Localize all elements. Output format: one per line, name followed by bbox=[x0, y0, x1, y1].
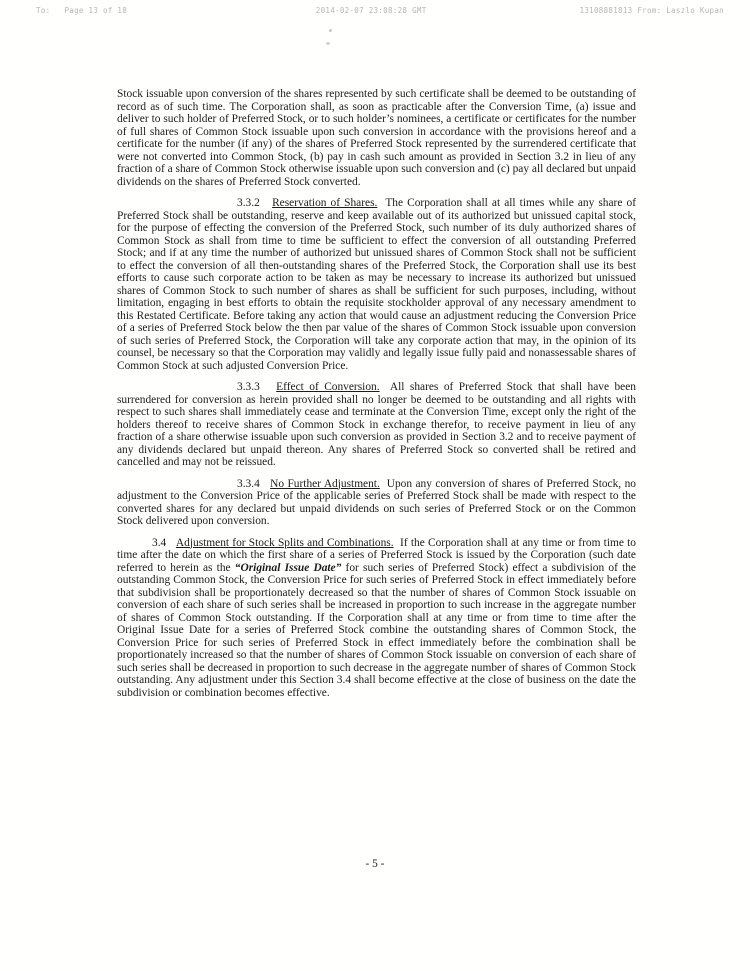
fax-sender-info: 13108881813 From: Laszlo Kupan bbox=[579, 6, 724, 15]
section-text: Upon any conversion of shares of Preferred Stock, no adjustment to the Conversion Price of the applicable series of Preferred Stock shall be made with respect to the converted shares for any declared but unpaid dividends on such series of Preferred Stock or on the Common Stock delivered upon conversion. bbox=[117, 477, 636, 527]
section-number: 3.3.2 bbox=[237, 197, 260, 209]
section-text: The Corporation shall at all times while any share of Preferred Stock shall be outstanding, reserve and keep available out of its authorized but unissued capital stock, for the purpose of effecting the conversion of the Preferred Stock, such number of its duly authorized shares of Common Stock as shall from time to time be sufficient to effect the conversion of all outstanding Preferred Stock; and if at any time the number of authorized but unissued shares of Common Stock shall not be sufficient to effect the conversion of all then-outstanding shares of the Preferred Stock, the Corporation shall use its best efforts to cause such corporate action to be taken as may be necessary to increase its authorized but unissued shares of Common Stock to such number of shares as shall be sufficient for such purposes, including, without limitation, engaging in best efforts to obtain the requisite stockholder approval of any necessary amendment to this Restated Certificate. Before taking any action that would cause an adjustment reducing the Conversion Price of a series of Preferred Stock below the then par value of the shares of Common Stock issuable upon conversion of such series of Preferred Stock, the Corporation will take any corporate action that may, in the opinion of its counsel, be necessary so that the Corporation may validly and legally issue fully paid and nonassessable shares of Common Stock at such adjusted Conversion Price. bbox=[117, 197, 636, 372]
fax-header-left bbox=[36, 6, 127, 15]
section-number: 3.4 bbox=[152, 536, 167, 549]
scan-artifact bbox=[326, 42, 330, 45]
section-text: All shares of Preferred Stock that shall have been surrendered for conversion as herein provided shall no longer be deemed to be outstanding and all rights with respect to such shares shall immediately cease and terminate at the Conversion Time, except only the right of the holders thereof to receive shares of Common Stock in exchange therefor, to receive payment in lieu of any fraction of a share otherwise issuable upon such conversion as provided in Section 3.2 and to receive payment of any dividends declared but unpaid thereon. Any shares of Preferred Stock so converted shall be retired and cancelled and may not be reissued. bbox=[117, 381, 636, 468]
fax-header bbox=[36, 6, 724, 18]
scan-artifact bbox=[329, 29, 332, 32]
section-heading: Adjustment for Stock Splits and Combinations. bbox=[175, 536, 394, 549]
fax-to-label: To: bbox=[36, 6, 51, 15]
fax-timestamp: 2014-02-07 23:08:28 GMT bbox=[315, 6, 427, 15]
section-heading: Effect of Conversion. bbox=[276, 381, 380, 393]
section-3-3-4 bbox=[117, 478, 636, 528]
section-number: 3.3.4 bbox=[237, 477, 260, 490]
section-3-3-3 bbox=[117, 381, 636, 469]
section-3-4 bbox=[117, 537, 636, 700]
fax-page-count: Page 13 of 18 bbox=[64, 6, 128, 15]
document-body bbox=[117, 88, 636, 708]
defined-term-original-issue-date: “Original Issue Date” bbox=[234, 561, 342, 574]
section-text: for such series of Preferred Stock) effect a subdivision of the outstanding Common Stock, the Conversion Price for such series of Preferred Stock in effect immediately before that subdivision shall be proportionately decreased so that the number of shares of Common Stock issuable on conversion of each share of such series shall be increased in proportion to such increase in the aggregate number of shares of Common Stock outstanding. If the Corporation shall at any time or from time to time after the Original Issue Date for a series of Preferred Stock combine the outstanding shares of Common Stock, the Conversion Price for such series of Preferred Stock in effect immediately before the combination shall be proportionately increased so that the number of shares of Common Stock issuable on conversion of each share of such series shall be decreased in proportion to such decrease in the aggregate number of shares of Common Stock outstanding. Any adjustment under this Section 3.4 shall become effective at the close of business on the date the subdivision or combination becomes effective. bbox=[117, 561, 636, 699]
paragraph-continuation: Stock issuable upon conversion of the shares represented by such certificate shall be deemed to be outstanding of record as of such time. The Corporation shall, as soon as practicable after the Conversion Time, (a) issue and deliver to such holder of Preferred Stock, or to such holder’s nominees, a certificate or certificates for the number of full shares of Common Stock issuable upon such conversion in accordance with the provisions hereof and a certificate for the number (if any) of the shares of Preferred Stock represented by the surrendered certificate that were not converted into Common Stock, (b) pay in cash such amount as provided in Section 3.2 in lieu of any fraction of a share of Common Stock otherwise issuable upon such conversion and (c) pay all declared but unpaid dividends on the shares of Preferred Stock converted. bbox=[117, 88, 636, 188]
section-heading: Reservation of Shares. bbox=[272, 197, 378, 209]
page-number: - 5 - bbox=[365, 858, 385, 870]
section-number: 3.3.3 bbox=[237, 381, 260, 393]
section-heading: No Further Adjustment. bbox=[270, 477, 380, 490]
section-text: If the Corporation shall at any time or from time to time after the date on which the first share of a series of Preferred Stock is issued by the Corporation (such date referred to herein as the bbox=[117, 536, 636, 574]
section-3-3-2 bbox=[117, 197, 636, 372]
